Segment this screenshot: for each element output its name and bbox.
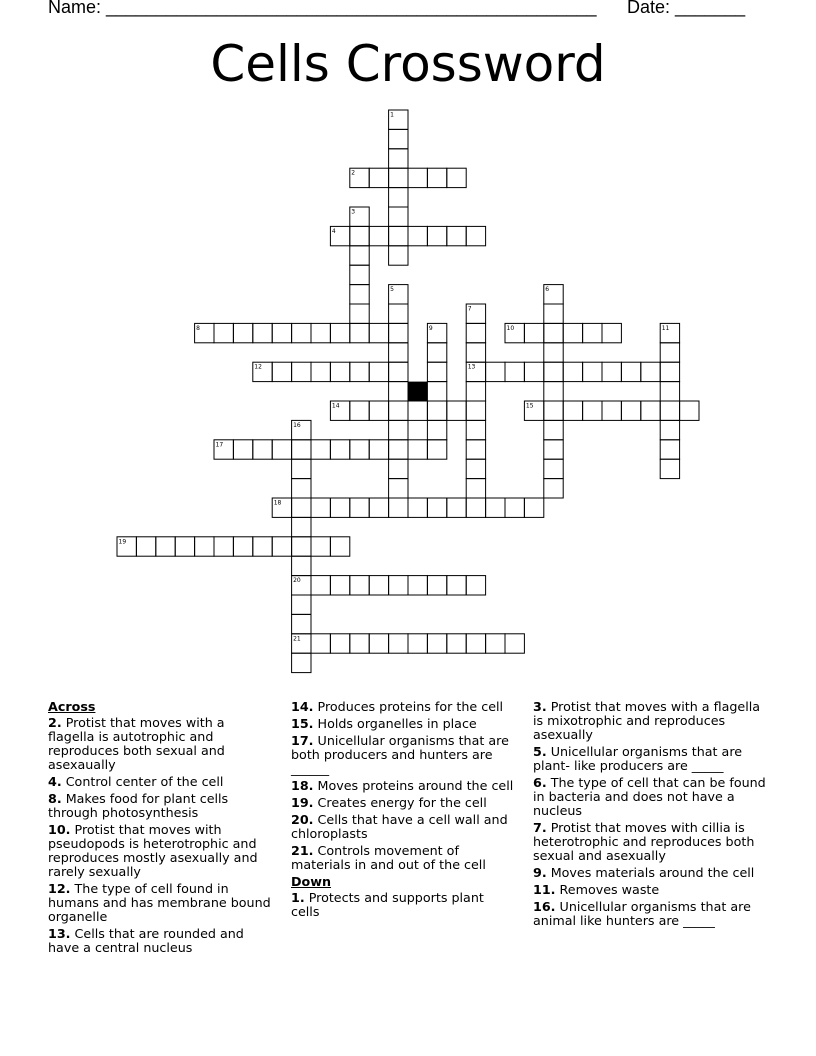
- grid-cell[interactable]: [447, 498, 466, 517]
- date-label: Date: _______: [627, 0, 746, 17]
- grid-cell[interactable]: [447, 401, 466, 420]
- grid-cell[interactable]: [447, 168, 466, 187]
- grid-cell[interactable]: [350, 226, 369, 245]
- clue-number: 4: [331, 227, 336, 235]
- grid-cell[interactable]: [330, 362, 349, 381]
- shaded-cell: [408, 382, 427, 401]
- grid-cell[interactable]: [156, 537, 175, 556]
- grid-cell[interactable]: [311, 576, 330, 595]
- grid-cell[interactable]: [466, 634, 485, 653]
- clue-across-14: 14. Produces proteins for the cell: [291, 699, 504, 714]
- grid-cell[interactable]: [505, 634, 524, 653]
- grid-cell[interactable]: [292, 459, 311, 478]
- grid-cell[interactable]: [350, 265, 369, 284]
- grid-cell[interactable]: [389, 226, 408, 245]
- down-heading: Down: [291, 874, 332, 889]
- clue-across-21: 21. Controls movement of materials in and out of the cell: [291, 843, 486, 872]
- clue-number: 10: [506, 324, 515, 332]
- grid-cell[interactable]: [389, 362, 408, 381]
- grid-cell[interactable]: [447, 634, 466, 653]
- grid-cell[interactable]: [389, 149, 408, 168]
- grid-cell[interactable]: [292, 517, 311, 536]
- grid-cell[interactable]: [350, 285, 369, 304]
- grid-cell[interactable]: [330, 498, 349, 517]
- grid-cell[interactable]: [427, 420, 446, 439]
- grid-cell[interactable]: [311, 537, 330, 556]
- grid-cell[interactable]: [389, 420, 408, 439]
- grid-cell[interactable]: [389, 401, 408, 420]
- grid-cell[interactable]: [680, 401, 699, 420]
- grid-cell[interactable]: [389, 323, 408, 342]
- grid-cell[interactable]: [136, 537, 155, 556]
- grid-cell[interactable]: [369, 401, 388, 420]
- grid-cell[interactable]: [427, 226, 446, 245]
- clue-number: 9: [428, 324, 433, 332]
- grid-cell[interactable]: [389, 343, 408, 362]
- clue-across-17: 17. Unicellular organisms that are both producers and hunters are ______: [291, 733, 509, 776]
- grid-cell[interactable]: [466, 576, 485, 595]
- grid-cell[interactable]: [350, 576, 369, 595]
- grid-cell[interactable]: [292, 653, 311, 672]
- grid-cell[interactable]: [350, 440, 369, 459]
- grid-cell[interactable]: [466, 440, 485, 459]
- clue-across-2: 2. Protist that moves with a flagella is autotrophic and reproduces both sexual and asexaually: [48, 715, 225, 772]
- grid-cell[interactable]: [544, 382, 563, 401]
- grid-cell[interactable]: [292, 362, 311, 381]
- grid-cell[interactable]: [544, 362, 563, 381]
- grid-cell[interactable]: [466, 323, 485, 342]
- grid-cell[interactable]: [389, 129, 408, 148]
- grid-cell[interactable]: [505, 362, 524, 381]
- clue-across-8: 8. Makes food for plant cells through photosynthesis: [48, 791, 229, 820]
- grid-cell[interactable]: [602, 401, 621, 420]
- grid-cell[interactable]: [369, 226, 388, 245]
- grid-cell[interactable]: [350, 401, 369, 420]
- grid-cell[interactable]: [505, 498, 524, 517]
- grid-cell[interactable]: [350, 498, 369, 517]
- grid-cell[interactable]: [292, 556, 311, 575]
- grid-cell[interactable]: [660, 343, 679, 362]
- grid-cell[interactable]: [602, 362, 621, 381]
- grid-cell[interactable]: [389, 459, 408, 478]
- grid-cell[interactable]: [389, 207, 408, 226]
- grid-cell[interactable]: [369, 440, 388, 459]
- grid-cell[interactable]: [292, 595, 311, 614]
- grid-cell[interactable]: [427, 401, 446, 420]
- grid-cell[interactable]: [427, 382, 446, 401]
- grid-cell[interactable]: [544, 323, 563, 342]
- grid-cell[interactable]: [466, 479, 485, 498]
- grid-cell[interactable]: [563, 362, 582, 381]
- clue-number: 16: [293, 421, 301, 429]
- grid-cell[interactable]: [544, 401, 563, 420]
- grid-cell[interactable]: [330, 576, 349, 595]
- grid-cell[interactable]: [447, 226, 466, 245]
- grid-cell[interactable]: [311, 634, 330, 653]
- grid-cell[interactable]: [427, 362, 446, 381]
- clue-down-1: 1. Protects and supports plant cells: [291, 890, 484, 919]
- grid-cell[interactable]: [641, 362, 660, 381]
- grid-cell[interactable]: [389, 246, 408, 265]
- grid-cell[interactable]: [292, 498, 311, 517]
- clue-number: 21: [293, 635, 301, 643]
- grid-cell[interactable]: [466, 420, 485, 439]
- grid-cell[interactable]: [427, 440, 446, 459]
- grid-cell[interactable]: [408, 401, 427, 420]
- clue-number: 17: [215, 441, 224, 449]
- clue-number: 13: [467, 363, 476, 371]
- page-title: Cells Crossword: [210, 35, 606, 93]
- clue-number: 1: [390, 111, 394, 119]
- grid-cell[interactable]: [583, 401, 602, 420]
- grid-cell[interactable]: [563, 401, 582, 420]
- clue-number: 20: [293, 577, 301, 585]
- grid-cell[interactable]: [427, 576, 446, 595]
- grid-cell[interactable]: [602, 323, 621, 342]
- grid-cell[interactable]: [544, 343, 563, 362]
- grid-cell[interactable]: [253, 323, 272, 342]
- clue-down-3: 3. Protist that moves with a flagella is mixotrophic and reproduces asexually: [533, 699, 761, 742]
- clue-across-4: 4. Control center of the cell: [48, 774, 224, 789]
- grid-cell[interactable]: [292, 537, 311, 556]
- clue-number: 19: [118, 538, 127, 546]
- grid-cell[interactable]: [408, 634, 427, 653]
- grid-cell[interactable]: [466, 226, 485, 245]
- grid-cell[interactable]: [233, 323, 252, 342]
- across-heading: Across: [48, 699, 96, 714]
- clue-number: 3: [351, 208, 356, 216]
- grid-cell[interactable]: [466, 498, 485, 517]
- grid-cell[interactable]: [292, 479, 311, 498]
- clue-number: 11: [661, 324, 670, 332]
- grid-cell[interactable]: [466, 401, 485, 420]
- clues-column-2: [291, 700, 516, 922]
- grid-cell[interactable]: [544, 304, 563, 323]
- grid-cell[interactable]: [660, 440, 679, 459]
- grid-cell[interactable]: [408, 440, 427, 459]
- grid-cell[interactable]: [233, 440, 252, 459]
- grid-cell[interactable]: [427, 168, 446, 187]
- grid-cell[interactable]: [486, 498, 505, 517]
- grid-cell[interactable]: [544, 459, 563, 478]
- clue-down-16: 16. Unicellular organisms that are animal like hunters are _____: [533, 899, 751, 928]
- clue-across-15: 15. Holds organelles in place: [291, 716, 477, 731]
- grid-cell[interactable]: [660, 401, 679, 420]
- grid-cell[interactable]: [330, 537, 349, 556]
- grid-cell[interactable]: [641, 401, 660, 420]
- grid-cell[interactable]: [408, 226, 427, 245]
- clue-across-10: 10. Protist that moves with pseudopods is heterotrophic and reproduces mostly asexually and rarely sexually: [48, 822, 258, 879]
- grid-cell[interactable]: [195, 537, 214, 556]
- name-label: Name: _________________________________________________: [48, 0, 597, 17]
- clue-number: 7: [467, 305, 472, 313]
- clue-number: 12: [254, 363, 262, 371]
- grid-cell[interactable]: [427, 343, 446, 362]
- grid-cell[interactable]: [272, 362, 291, 381]
- grid-cell[interactable]: [466, 343, 485, 362]
- clues-column-3: [533, 700, 773, 931]
- grid-cell[interactable]: [311, 498, 330, 517]
- clue-down-6: 6. The type of cell that can be found in bacteria and does not have a nucleus: [533, 775, 766, 818]
- grid-cell[interactable]: [272, 440, 291, 459]
- grid-cell[interactable]: [350, 246, 369, 265]
- clue-number: 14: [331, 402, 340, 410]
- grid-cell[interactable]: [466, 382, 485, 401]
- grid-cell[interactable]: [544, 420, 563, 439]
- grid-cell[interactable]: [292, 614, 311, 633]
- grid-cell[interactable]: [311, 440, 330, 459]
- grid-cell[interactable]: [350, 362, 369, 381]
- grid-cell[interactable]: [369, 168, 388, 187]
- grid-cell[interactable]: [408, 168, 427, 187]
- grid-cell[interactable]: [350, 634, 369, 653]
- grid-cell[interactable]: [330, 323, 349, 342]
- grid-cell[interactable]: [660, 459, 679, 478]
- clue-number: 18: [273, 499, 282, 507]
- grid-cell[interactable]: [389, 168, 408, 187]
- grid-cell[interactable]: [408, 498, 427, 517]
- grid-cell[interactable]: [389, 304, 408, 323]
- clue-down-5: 5. Unicellular organisms that are plant- like producers are _____: [533, 744, 743, 773]
- grid-cell[interactable]: [311, 362, 330, 381]
- clue-across-13: 13. Cells that are rounded and have a central nucleus: [48, 926, 244, 955]
- grid-cell[interactable]: [369, 362, 388, 381]
- clue-down-9: 9. Moves materials around the cell: [533, 865, 755, 880]
- grid-cell[interactable]: [389, 576, 408, 595]
- grid-cell[interactable]: [272, 323, 291, 342]
- clue-across-12: 12. The type of cell found in humans and has membrane bound organelle: [48, 881, 271, 924]
- grid-cell[interactable]: [660, 382, 679, 401]
- clue-number: 5: [390, 286, 394, 294]
- grid-cell[interactable]: [486, 362, 505, 381]
- grid-cell[interactable]: [330, 634, 349, 653]
- grid-cell[interactable]: [330, 440, 349, 459]
- grid-cell[interactable]: [583, 362, 602, 381]
- grid-cell[interactable]: [524, 323, 543, 342]
- grid-cell[interactable]: [447, 576, 466, 595]
- grid-cell[interactable]: [621, 362, 640, 381]
- grid-cell[interactable]: [311, 323, 330, 342]
- grid-cell[interactable]: [389, 479, 408, 498]
- grid-cell[interactable]: [214, 537, 233, 556]
- grid-cell[interactable]: [389, 440, 408, 459]
- clue-number: 2: [351, 169, 356, 177]
- grid-cell[interactable]: [486, 634, 505, 653]
- grid-cell[interactable]: [544, 479, 563, 498]
- clue-down-7: 7. Protist that moves with cillia is heterotrophic and reproduces both sexual and asexually: [533, 820, 755, 863]
- grid-cell[interactable]: [563, 323, 582, 342]
- grid-cell[interactable]: [427, 498, 446, 517]
- grid-cell[interactable]: [253, 537, 272, 556]
- grid-cell[interactable]: [524, 498, 543, 517]
- clues-column-1: [48, 700, 273, 958]
- grid-cell[interactable]: [292, 440, 311, 459]
- clue-number: 15: [525, 402, 534, 410]
- grid-cell[interactable]: [175, 537, 194, 556]
- grid-cell[interactable]: [408, 576, 427, 595]
- grid-cell[interactable]: [292, 323, 311, 342]
- grid-cell[interactable]: [350, 323, 369, 342]
- grid-cell[interactable]: [389, 634, 408, 653]
- grid-cell[interactable]: [272, 537, 291, 556]
- clue-across-19: 19. Creates energy for the cell: [291, 795, 487, 810]
- grid-cell[interactable]: [369, 498, 388, 517]
- grid-cell[interactable]: [369, 634, 388, 653]
- grid-cell[interactable]: [544, 440, 563, 459]
- clue-number: 8: [196, 324, 200, 332]
- clue-across-18: 18. Moves proteins around the cell: [291, 778, 514, 793]
- grid-cell[interactable]: [583, 323, 602, 342]
- grid-cell[interactable]: [214, 323, 233, 342]
- grid-cell[interactable]: [233, 537, 252, 556]
- clue-down-11: 11. Removes waste: [533, 882, 660, 897]
- grid-cell[interactable]: [253, 440, 272, 459]
- grid-cell[interactable]: [369, 576, 388, 595]
- clue-across-20: 20. Cells that have a cell wall and chloroplasts: [291, 812, 508, 841]
- grid-cell[interactable]: [466, 459, 485, 478]
- grid-cell[interactable]: [660, 362, 679, 381]
- grid-cell[interactable]: [524, 362, 543, 381]
- grid-cell[interactable]: [621, 401, 640, 420]
- grid-cell[interactable]: [389, 188, 408, 207]
- grid-cell[interactable]: [660, 420, 679, 439]
- grid-cell[interactable]: [350, 304, 369, 323]
- grid-cell[interactable]: [389, 382, 408, 401]
- grid-cell[interactable]: [389, 498, 408, 517]
- grid-cell[interactable]: [369, 323, 388, 342]
- clue-number: 6: [545, 286, 550, 294]
- grid-cell[interactable]: [427, 634, 446, 653]
